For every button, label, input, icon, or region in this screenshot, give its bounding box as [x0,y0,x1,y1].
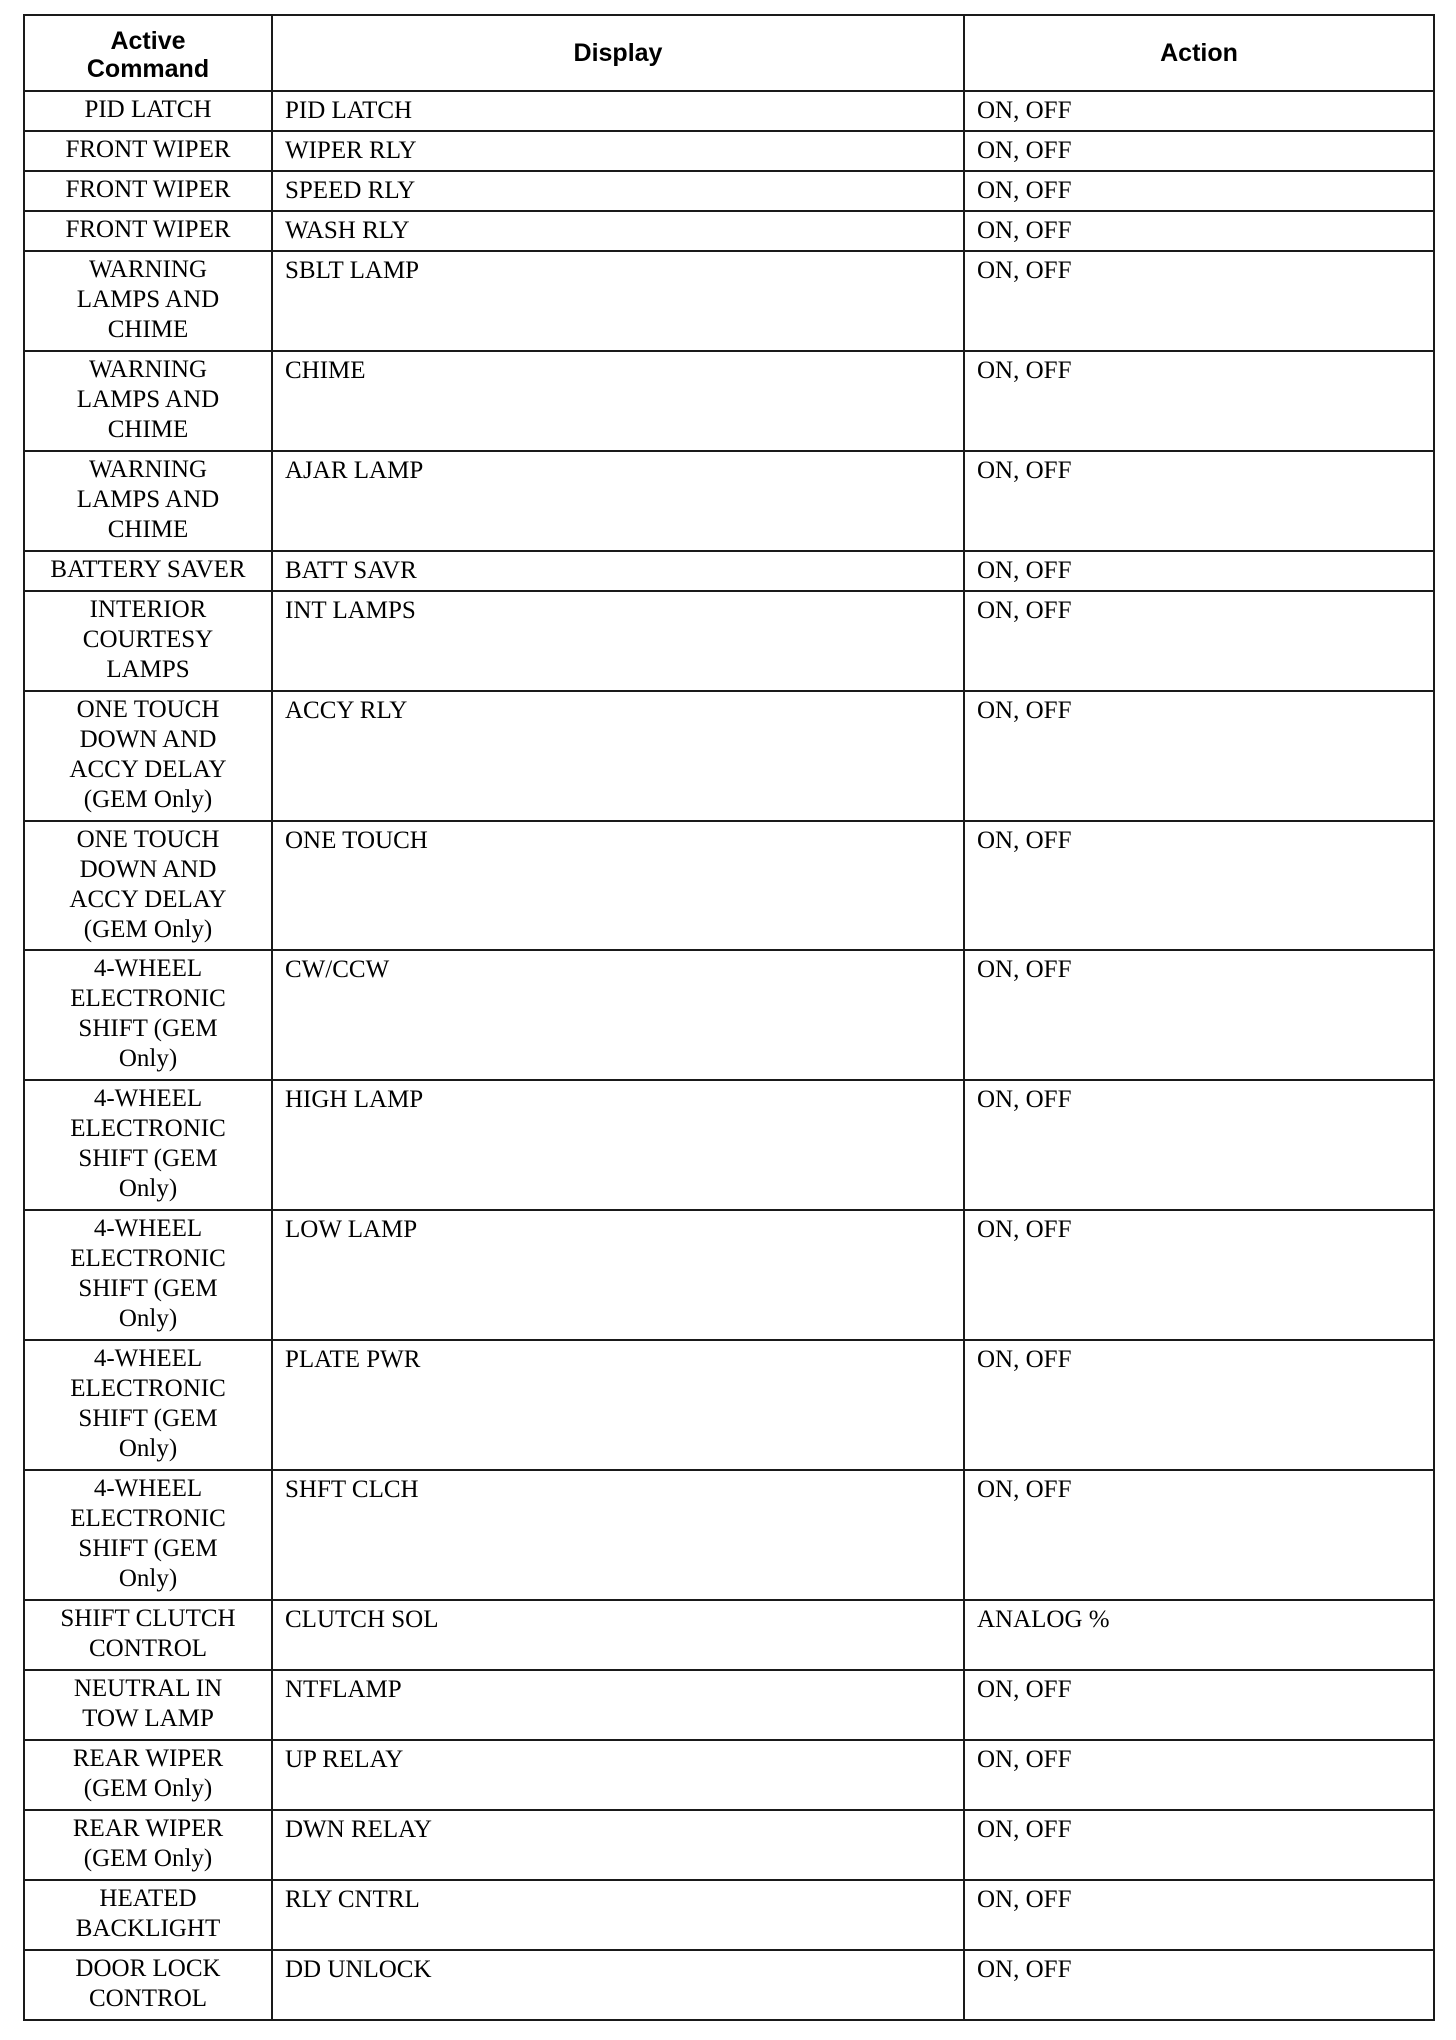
table-row [24,1810,1434,1880]
display-cell: ONE TOUCH [272,821,964,950]
action-cell: ON, OFF [964,1810,1434,1880]
action-cell: ON, OFF [964,451,1434,551]
action-cell: ON, OFF [964,821,1434,950]
active-command-cell: REAR WIPER (GEM Only) [24,1740,272,1810]
active-command-cell: NEUTRAL IN TOW LAMP [24,1670,272,1740]
action-cell: ON, OFF [964,591,1434,691]
table-body [24,91,1434,2020]
table-row [24,950,1434,1080]
display-cell: WIPER RLY [272,131,964,171]
display-cell: INT LAMPS [272,591,964,691]
action-cell: ON, OFF [964,1080,1434,1210]
table-row [24,91,1434,131]
active-command-cell: DOOR LOCK CONTROL [24,1950,272,2020]
active-command-table [23,14,1435,2021]
display-cell: BATT SAVR [272,551,964,591]
display-cell: RLY CNTRL [272,1880,964,1950]
action-cell: ON, OFF [964,1210,1434,1340]
display-cell: UP RELAY [272,1740,964,1810]
table-row [24,131,1434,171]
active-command-cell: FRONT WIPER [24,131,272,171]
table-row [24,251,1434,351]
action-cell: ON, OFF [964,691,1434,821]
table-row [24,1600,1434,1670]
active-command-cell: WARNING LAMPS AND CHIME [24,451,272,551]
table-row [24,351,1434,451]
action-cell: ON, OFF [964,1740,1434,1810]
table-row [24,1950,1434,2020]
action-cell: ON, OFF [964,131,1434,171]
table-row [24,551,1434,591]
active-command-cell: 4-WHEEL ELECTRONIC SHIFT (GEM Only) [24,1210,272,1340]
header-display: Display [272,15,964,91]
active-command-cell: ONE TOUCH DOWN AND ACCY DELAY (GEM Only) [24,821,272,950]
table-row [24,1340,1434,1470]
active-command-cell: REAR WIPER (GEM Only) [24,1810,272,1880]
active-command-table-container [23,14,1433,2021]
header-active-command: Active Command [24,15,272,91]
action-cell: ON, OFF [964,1670,1434,1740]
active-command-cell: INTERIOR COURTESY LAMPS [24,591,272,691]
table-header [24,15,1434,91]
display-cell: CHIME [272,351,964,451]
table-row [24,451,1434,551]
active-command-cell: BATTERY SAVER [24,551,272,591]
action-cell: ON, OFF [964,950,1434,1080]
display-cell: CW/CCW [272,950,964,1080]
display-cell: HIGH LAMP [272,1080,964,1210]
table-row [24,1080,1434,1210]
action-cell: ON, OFF [964,211,1434,251]
active-command-cell: 4-WHEEL ELECTRONIC SHIFT (GEM Only) [24,950,272,1080]
table-row [24,1880,1434,1950]
action-cell: ON, OFF [964,251,1434,351]
display-cell: SHFT CLCH [272,1470,964,1600]
table-row [24,591,1434,691]
header-row [24,15,1434,91]
display-cell: AJAR LAMP [272,451,964,551]
display-cell: NTFLAMP [272,1670,964,1740]
display-cell: SPEED RLY [272,171,964,211]
action-cell: ON, OFF [964,1470,1434,1600]
active-command-cell: 4-WHEEL ELECTRONIC SHIFT (GEM Only) [24,1080,272,1210]
action-cell: ON, OFF [964,1340,1434,1470]
header-action: Action [964,15,1434,91]
table-row [24,1210,1434,1340]
action-cell: ON, OFF [964,91,1434,131]
active-command-cell: SHIFT CLUTCH CONTROL [24,1600,272,1670]
display-cell: ACCY RLY [272,691,964,821]
table-row [24,691,1434,821]
active-command-cell: HEATED BACKLIGHT [24,1880,272,1950]
display-cell: SBLT LAMP [272,251,964,351]
table-row [24,1740,1434,1810]
action-cell: ON, OFF [964,551,1434,591]
active-command-cell: ONE TOUCH DOWN AND ACCY DELAY (GEM Only) [24,691,272,821]
action-cell: ON, OFF [964,171,1434,211]
display-cell: LOW LAMP [272,1210,964,1340]
active-command-cell: WARNING LAMPS AND CHIME [24,251,272,351]
display-cell: PLATE PWR [272,1340,964,1470]
display-cell: DD UNLOCK [272,1950,964,2020]
display-cell: PID LATCH [272,91,964,131]
display-cell: WASH RLY [272,211,964,251]
table-row [24,1470,1434,1600]
table-row [24,1670,1434,1740]
active-command-cell: WARNING LAMPS AND CHIME [24,351,272,451]
display-cell: CLUTCH SOL [272,1600,964,1670]
active-command-cell: FRONT WIPER [24,211,272,251]
action-cell: ON, OFF [964,1950,1434,2020]
active-command-cell: PID LATCH [24,91,272,131]
display-cell: DWN RELAY [272,1810,964,1880]
table-row [24,211,1434,251]
active-command-cell: 4-WHEEL ELECTRONIC SHIFT (GEM Only) [24,1470,272,1600]
active-command-cell: 4-WHEEL ELECTRONIC SHIFT (GEM Only) [24,1340,272,1470]
table-row [24,821,1434,950]
table-row [24,171,1434,211]
action-cell: ON, OFF [964,351,1434,451]
active-command-cell: FRONT WIPER [24,171,272,211]
action-cell: ANALOG % [964,1600,1434,1670]
action-cell: ON, OFF [964,1880,1434,1950]
